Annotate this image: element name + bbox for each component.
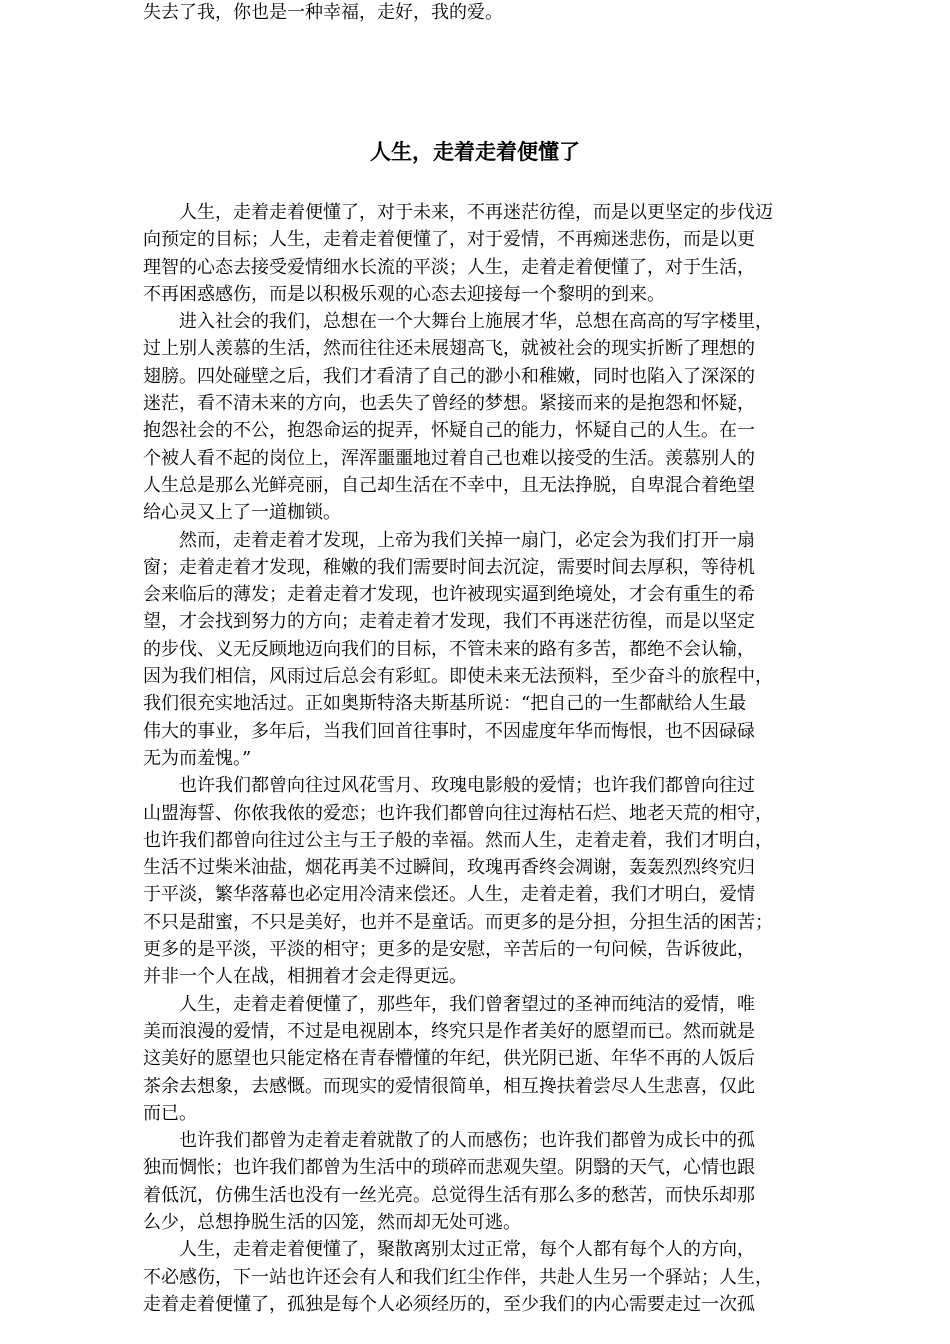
text-line: 于平淡，繁华落幕也必定用冷清来偿还。人生，走着走着，我们才明白，爱情 xyxy=(143,884,755,906)
paragraph xyxy=(143,199,808,308)
text-line: 着低沉，仿佛生活也没有一丝光亮。总觉得生活有那么多的愁苦，而快乐却那 xyxy=(143,1184,755,1206)
paragraph xyxy=(143,527,808,773)
text-line: 生活不过柴米油盐，烟花再美不过瞬间，玫瑰再香终会凋谢，轰轰烈烈终究归 xyxy=(143,857,755,879)
text-line: 给心灵又上了一道枷锁。 xyxy=(143,502,341,524)
text-line: 人生，走着走着便懂了，对于未来，不再迷茫彷徨，而是以更坚定的步伐迈 xyxy=(179,202,773,223)
text-line: 人生，走着走着便懂了，聚散离别太过正常，每个人都有每个人的方向， xyxy=(179,1239,755,1261)
text-line: 也许我们都曾向往过公主与王子般的幸福。然而人生，走着走着，我们才明白， xyxy=(143,829,773,851)
text-line: 个被人看不起的岗位上，浑浑噩噩地过着自己也难以接受的生活。羡慕别人的 xyxy=(143,447,755,469)
text-line: 然而，走着走着才发现，上帝为我们关掉一扇门，必定会为我们打开一扇 xyxy=(179,529,755,551)
text-line: 茶余去想象，去感慨。而现实的爱情很简单，相互搀扶着尝尽人生悲喜，仅此 xyxy=(143,1075,755,1097)
text-line: 翅膀。四处碰壁之后，我们才看清了自己的渺小和稚嫩，同时也陷入了深深的 xyxy=(143,365,755,387)
text-line: 抱怨社会的不公，抱怨命运的捉弄，怀疑自己的能力，怀疑自己的人生。在一 xyxy=(143,420,755,442)
text-line: 窗；走着走着才发现，稚嫩的我们需要时间去沉淀，需要时间去厚积，等待机 xyxy=(143,556,755,578)
paragraph xyxy=(143,1127,808,1236)
previous-page-fragment xyxy=(143,1,803,25)
text-line: 失去了我，你也是一种幸福，走好，我的爱。 xyxy=(143,2,503,23)
text-line: 不再困惑感伤，而是以积极乐观的心态去迎接每一个黎明的到来。 xyxy=(143,283,665,305)
text-line: 因为我们相信，风雨过后总会有彩虹。即使未来无法预料，至少奋斗的旅程中， xyxy=(143,666,773,688)
text-line: 么少，总想挣脱生活的囚笼，然而却无处可逃。 xyxy=(143,1211,521,1233)
text-line: 也许我们都曾为走着走着就散了的人而感伤；也许我们都曾为成长中的孤 xyxy=(179,1130,755,1152)
text-line: 山盟海誓、你侬我侬的爱恋；也许我们都曾向往过海枯石烂、地老天荒的相守， xyxy=(143,802,773,824)
text-line: 理智的心态去接受爱情细水长流的平淡；人生，走着走着便懂了，对于生活， xyxy=(143,256,755,278)
article-body xyxy=(143,199,808,1318)
text-line: 我们很充实地活过。正如奥斯特洛夫斯基所说：“把自己的一生都献给人生最 xyxy=(143,693,747,715)
text-line: 美而浪漫的爱情，不过是电视剧本，终究只是作者美好的愿望而已。然而就是 xyxy=(143,1020,755,1042)
text-line: 伟大的事业，多年后，当我们回首往事时，不因虚度年华而悔恨，也不因碌碌 xyxy=(143,720,755,742)
text-line: 人生，走着走着便懂了，那些年，我们曾奢望过的圣神而纯洁的爱情，唯 xyxy=(179,993,755,1015)
text-line: 并非一个人在战，相拥着才会走得更远。 xyxy=(143,966,467,988)
text-line: 人生总是那么光鲜亮丽，自己却生活在不幸中，且无法挣脱，自卑混合着绝望 xyxy=(143,474,755,496)
text-line: 不只是甜蜜，不只是美好，也并不是童话。而更多的是分担，分担生活的困苦； xyxy=(143,911,773,933)
paragraph xyxy=(143,772,808,990)
text-line: 过上别人羡慕的生活，然而往往还未展翅高飞，就被社会的现实折断了理想的 xyxy=(143,338,755,360)
text-line: 迷茫，看不清未来的方向，也丢失了曾经的梦想。紧接而来的是抱怨和怀疑， xyxy=(143,393,755,415)
text-line: 无为而羞愧。” xyxy=(143,747,252,769)
text-line: 也许我们都曾向往过风花雪月、玫瑰电影般的爱情；也许我们都曾向往过 xyxy=(179,775,755,797)
paragraph xyxy=(143,308,808,526)
paragraph xyxy=(143,991,808,1127)
text-line: 的步伐、义无反顾地迈向我们的目标，不管未来的路有多苦，都绝不会认输， xyxy=(143,638,755,660)
page-title: 人生，走着走着便懂了 xyxy=(370,139,580,164)
text-line: 进入社会的我们，总想在一个大舞台上施展才华，总想在高高的写字楼里， xyxy=(179,311,773,333)
text-line: 独而惆怅；也许我们都曾为生活中的琐碎而悲观失望。阴翳的天气，心情也跟 xyxy=(143,1157,755,1179)
text-line: 不必感伤，下一站也许还会有人和我们红尘作伴，共赴人生另一个驿站；人生， xyxy=(143,1266,773,1288)
text-line: 而已。 xyxy=(143,1102,197,1124)
text-line: 走着走着便懂了，孤独是每个人必须经历的，至少我们的内心需要走过一次孤 xyxy=(143,1293,755,1315)
paragraph xyxy=(143,1236,808,1318)
text-line: 这美好的愿望也只能定格在青春懵懂的年纪，供光阴已逝、年华不再的人饭后 xyxy=(143,1048,755,1070)
text-line: 向预定的目标；人生，走着走着便懂了，对于爱情，不再痴迷悲伤，而是以更 xyxy=(143,229,755,251)
text-line: 更多的是平淡，平淡的相守；更多的是安慰，辛苦后的一句问候，告诉彼此， xyxy=(143,939,755,961)
text-line: 会来临后的薄发；走着走着才发现，也许被现实逼到绝境处，才会有重生的希 xyxy=(143,584,755,606)
text-line: 望，才会找到努力的方向；走着走着才发现，我们不再迷茫彷徨，而是以坚定 xyxy=(143,611,755,633)
